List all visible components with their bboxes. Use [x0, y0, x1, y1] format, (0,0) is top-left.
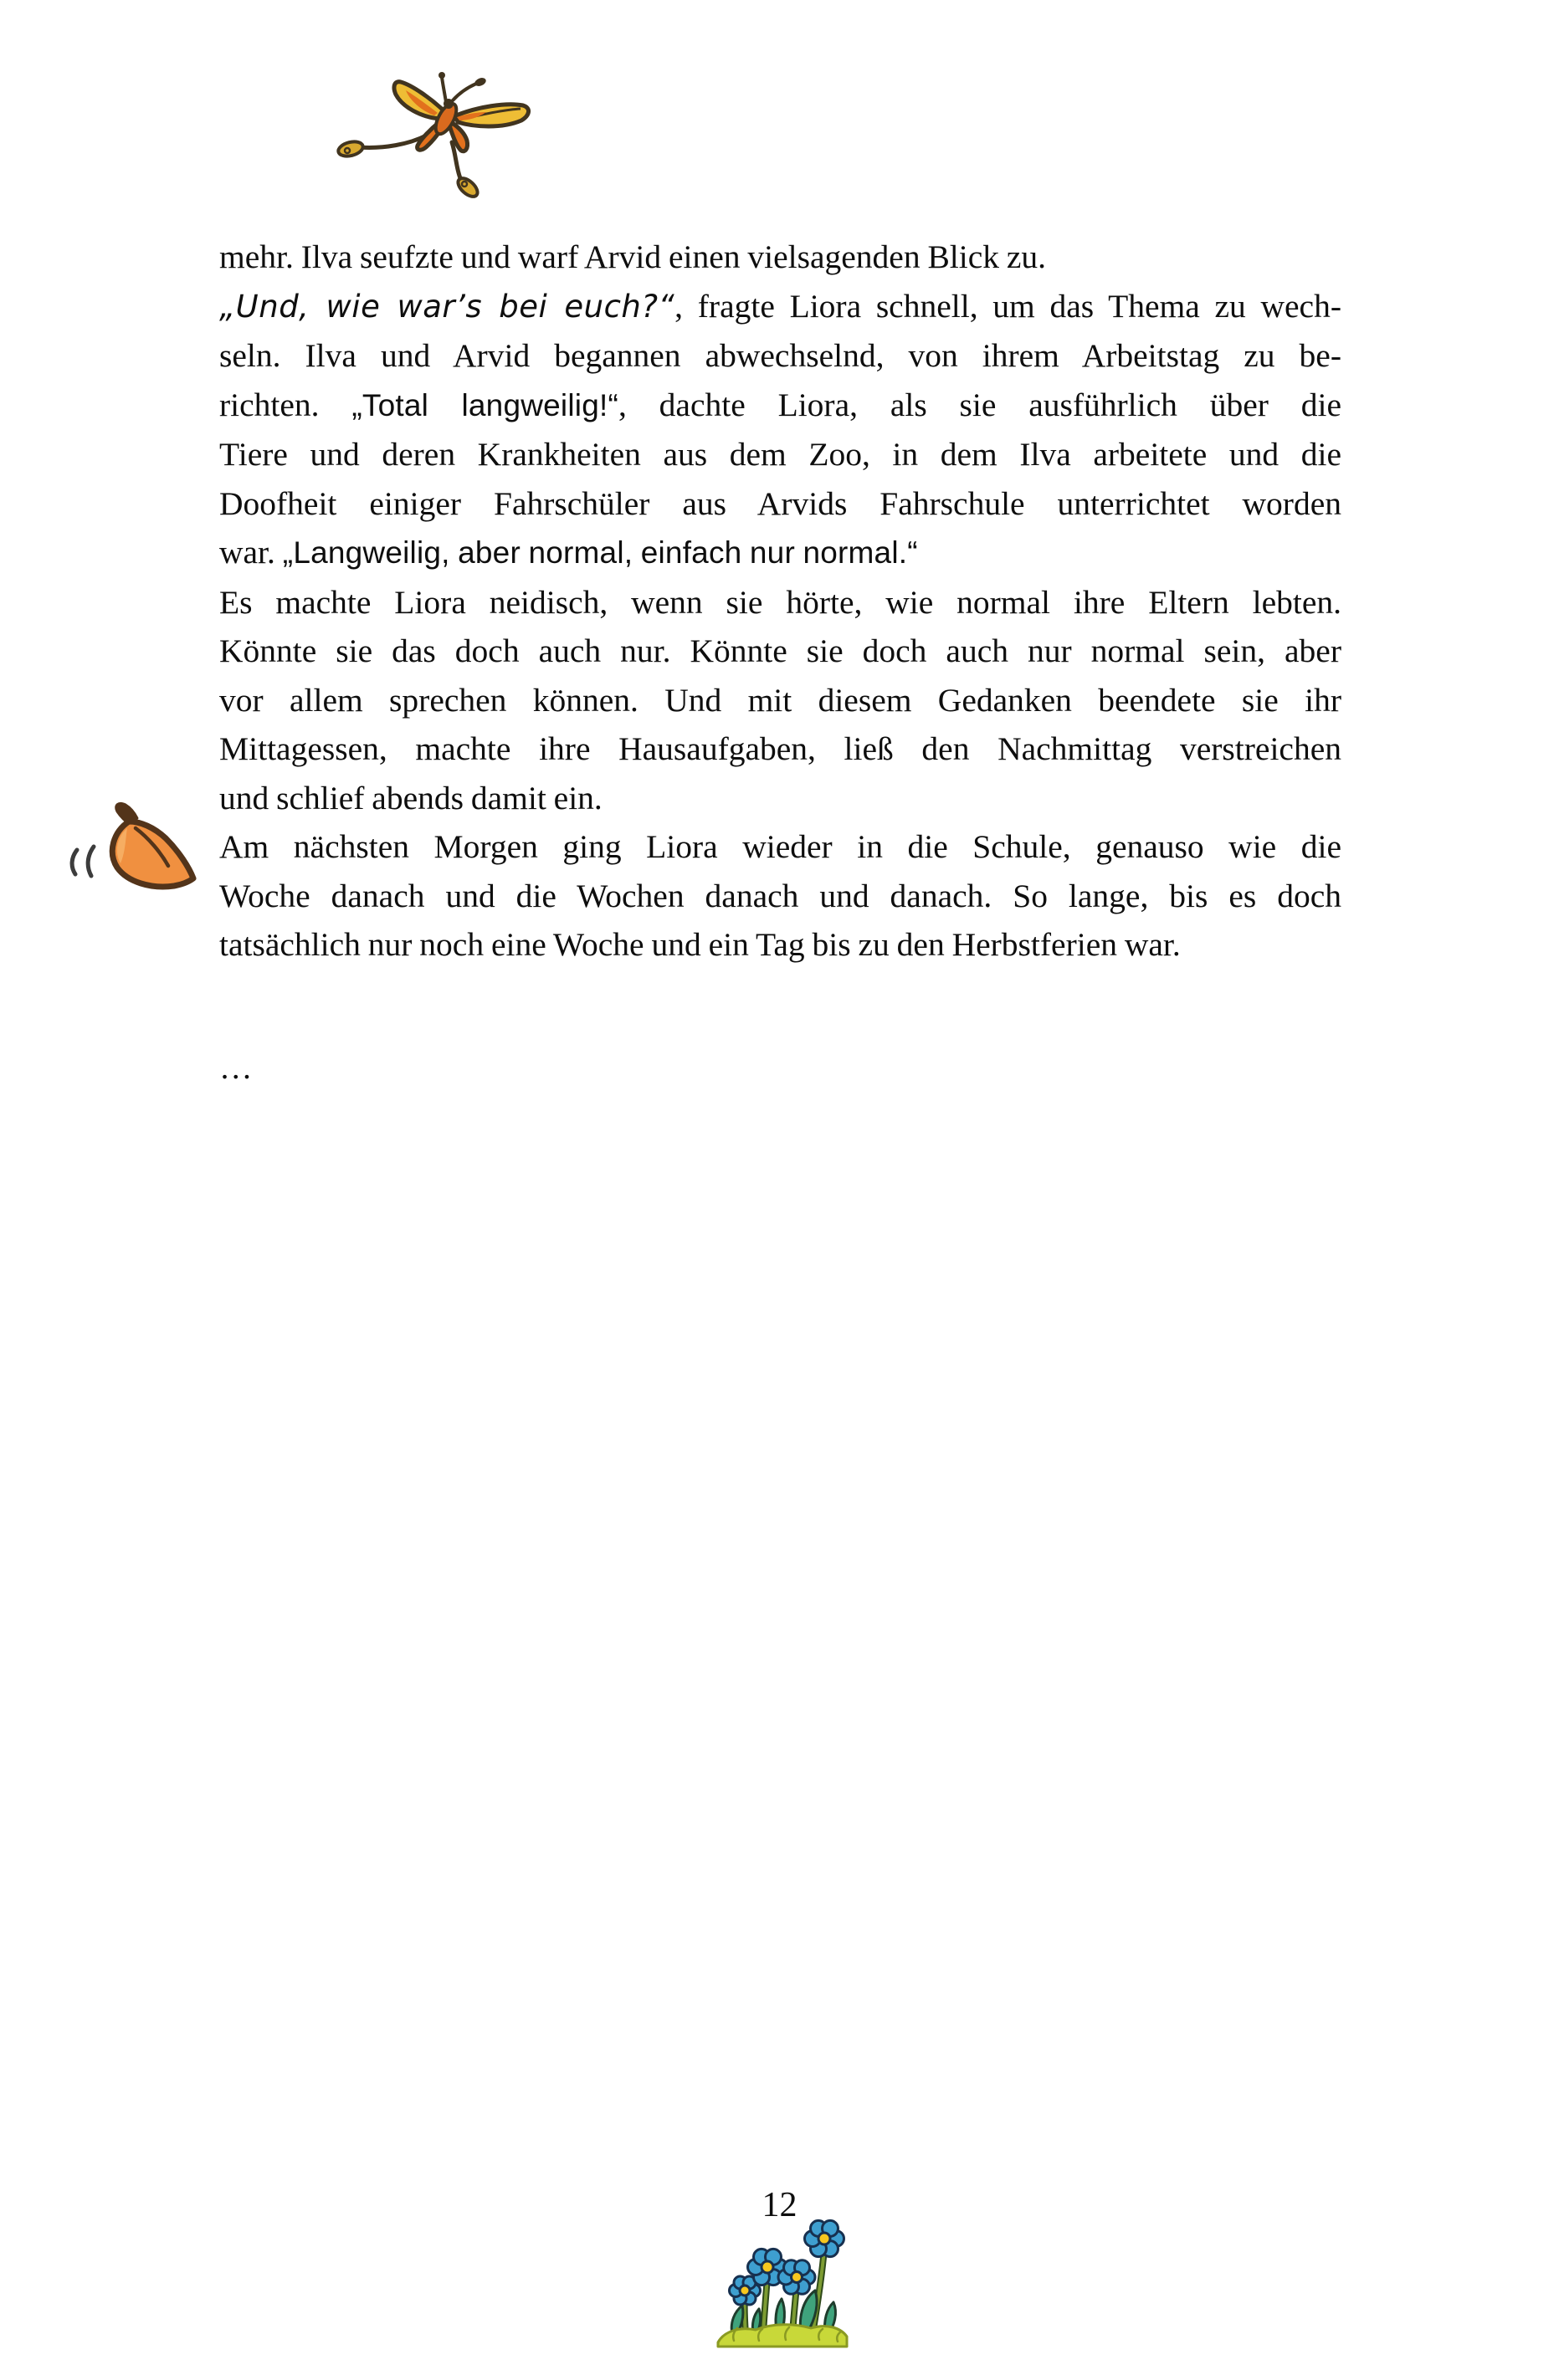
grass [718, 2325, 847, 2347]
story-line [219, 724, 1341, 774]
story-line [219, 872, 1341, 921]
butterfly-antennae [438, 72, 487, 102]
story-line [219, 676, 1341, 725]
text-segment-hand: „Total langweilig!“ [351, 387, 618, 422]
story-line [219, 627, 1341, 676]
text-segment-serif: tatsächlich nur noch eine Woche und ein Tag bis zu den Herbstferien war. [219, 926, 1181, 963]
text-segment-serif: vor allem sprechen können. Und mit diesem Gedanken beendete sie ihr [219, 681, 1341, 719]
butterfly-icon [331, 67, 540, 209]
text-segment-hand: „Langweilig, aber normal, einfach nur normal.“ [282, 535, 918, 570]
text-segment-serif: Mittagessen, machte ihre Hausaufgaben, ließ den Nachmittag verstreichen [219, 730, 1341, 767]
text-segment-serif: mehr. Ilva seufzte und warf Arvid einen vielsagenden Blick zu. [219, 238, 1047, 275]
story-line [219, 479, 1341, 529]
story-line [219, 233, 1341, 282]
forget-me-not-flowers-icon [715, 2215, 849, 2349]
flower-heads [730, 2220, 844, 2305]
story-line [219, 430, 1341, 479]
leaf-body [112, 803, 193, 887]
text-segment-serif: , fragte Liora schnell, um das Thema zu wech- [674, 287, 1341, 325]
story-line [219, 774, 1341, 823]
page-number: 12 [762, 2186, 797, 2224]
ellipsis: … [219, 1048, 256, 1086]
text-segment-serif: war. [219, 534, 283, 571]
story-text [219, 233, 1341, 1092]
butterfly-upper-left-wing [394, 82, 444, 119]
story-line [219, 822, 1341, 872]
text-segment-serif: Tiere und deren Krankheiten aus dem Zoo, in dem Ilva arbeitete und die [219, 436, 1341, 473]
butterfly-right-wing [456, 105, 529, 126]
text-segment-serif: und schlief abends damit ein. [219, 779, 603, 816]
text-segment-serif: richten. [219, 386, 352, 423]
autumn-leaf-icon [59, 786, 209, 912]
text-segment-serif: Doofheit einiger Fahrschüler aus Arvids Fahrschule unterrichtet worden [219, 484, 1341, 522]
story-line [219, 331, 1341, 381]
story-line [219, 282, 1341, 332]
text-segment-serif: Es machte Liora neidisch, wenn sie hörte, wie normal ihre Eltern lebten. [219, 583, 1341, 621]
text-segment-serif: Woche danach und die Wochen danach und danach. So lange, bis es doch [219, 877, 1341, 914]
text-segment-script: „Und, wie war’s bei euch?“ [219, 288, 675, 325]
leaf-motion-marks [72, 847, 94, 876]
story-line [219, 920, 1341, 970]
story-line [219, 578, 1341, 627]
text-segment-serif: , dachte Liora, als sie ausführlich über die [618, 386, 1342, 423]
text-segment-serif: seln. Ilva und Arvid begannen abwechselnd, von ihrem Arbeitstag zu be- [219, 337, 1341, 374]
text-segment-serif: Am nächsten Morgen ging Liora wieder in die Schule, genauso wie die [219, 828, 1341, 865]
story-line [219, 381, 1341, 431]
text-segment-serif: Könnte sie das doch auch nur. Könnte sie doch auch nur normal sein, aber [219, 632, 1341, 669]
story-line [219, 528, 1341, 578]
